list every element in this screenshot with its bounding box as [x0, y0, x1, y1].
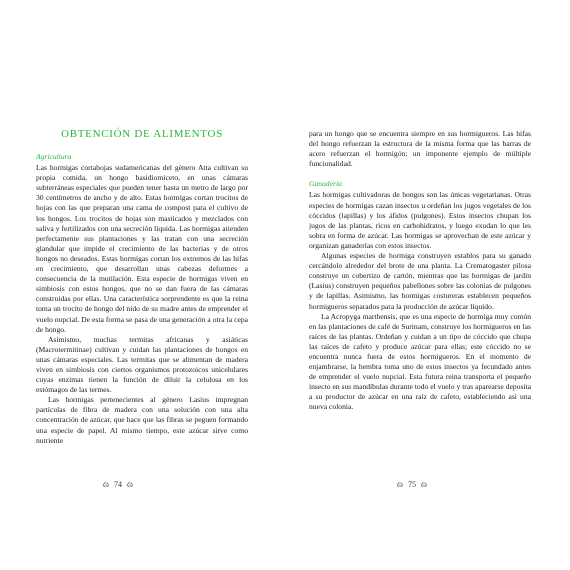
paragraph: Las hormigas cultivadoras de hongos son las únicas vegetarianas. Otras especies de hormigas cazan insectos u ordeñan los jugos vegetales de los cóccidos (lapillas) y los áfidos (pulgones). Estos insectos chupan los jugos de las plantas, ricos en carbohidratos, y luego exudan lo que les sobra en forma de azúcar. Las hormigas se aprovechan de este azúcar y organizan ganaderías con estos insectos.: [309, 190, 531, 250]
ornament-icon: ɷ: [126, 479, 133, 489]
paragraph: La Acropyga marthensis, que es una especie de hormiga muy común en las plantaciones de café de Surinam, construye los hormigueros en las raíces de las plantas. Ordeñan y cuidan a un tipo de cóccido que chupa las raíces de cafeto y produce azúcar para ellas; este cóccido no se encuentra nunca fuera de estos hormigueros. En el momento de enjambrarse, la hembra toma uno de estos insectos ya fecundado antes de emprender el vuelo nupcial. Esta futura reina transporta el pequeño insecto en sus mandíbulas durante todo el vuelo y tras aparearse deposita a su productor de azúcar en una raíz de cafeto, estableciendo así una nueva colonia.: [309, 311, 531, 412]
ornament-icon: ɷ: [103, 479, 109, 489]
paragraph: Asimismo, muchas termitas africanas y asiáticas (Macrotermitinae) cultivan y cuidan las plantaciones de hongos en unas cámaras especiales. Las termitas que se alimentan de madera viven en simbiosis con ciertos organismos protozoicos unicelulares cuyas enzimas tienen la función de diluir la celulosa en los estómagos de las termes.: [36, 334, 248, 395]
ornament-icon: ɷ: [397, 479, 403, 489]
page-number: 74: [113, 479, 122, 489]
paragraph: para un hongo que se encuentra siempre en sus hormigueros. Las hifas del hongo refuerzan la estructura de la misma forma que las barras de acero refuerzan el hormigón; un imponente ejemplo de múltiple funcionalidad.: [309, 129, 531, 169]
right-page: [285, 0, 570, 570]
chapter-title: OBTENCIÓN DE ALIMENTOS: [61, 128, 223, 140]
page-footer: [397, 479, 427, 489]
ornament-icon: ɷ: [420, 479, 427, 489]
page-number: 75: [407, 479, 416, 489]
paragraph: Las hormigas pertenecientes al género Lasius impregnan partículas de fibra de madera con una solución con una alta concentración de azúcar, que hace que las fibras se peguen formando una especie de papel. Al mismo tiempo, este azúcar sirve como nutriente: [36, 395, 248, 445]
paragraph: Algunas especies de hormiga construyen establos para su ganado cercándolo alrededor del brote de una planta. La Crematogaster pilosa construye un cobertizo de cartón, mientras que las hormigas de jardín (Lasius) construyen pequeños pabellones sobre las colonias de pulgones y de lapillas. Asimismo, las hormigas costureras establecen pequeños hormigueros separados para la producción de azúcar líquido.: [309, 251, 531, 311]
page-footer: [103, 479, 133, 489]
paragraph: Las hormigas cortahojas sudamericanas del género Atta cultivan su propia comida, un hongo basidiomiceto, en unas cámaras subterráneas especiales que pueden tener hasta un metro de largo por 30 centímetros de ancho y de alto. Estas hormigas cortan trocitos de hojas con las que preparan una cama de compost para el cultivo de los hongos. Los trocitos de hojas son masticados y mezclados con saliva y fertilizados con una secreción líquida. Las hormigas atienden perfectamente sus plantaciones y las tratan con una secreción glandular que impide el crecimiento de las bacterias y de otros hongos no deseados. Estas hormigas cortan los extremos de las hifas en crecimiento, que desarrollan unas cabezas deformes a consecuencia de la mutilación. Esta especie de hormigas viven en simbiosis con estos hongos, que no se dan fuera de las cámaras construidas por ellas. Una característica sorprendente es que la reina toma un trocito de hongo del nido de su madre antes de emprender el vuelo nupcial. De esta forma se pasa de una generación a otra la cepa de hongo.: [36, 163, 248, 334]
right-column: [309, 129, 531, 413]
subheading-ganaderia: Ganadería: [309, 179, 342, 189]
subheading-agricultura: Agricultura: [36, 152, 72, 161]
left-column: [36, 152, 248, 446]
